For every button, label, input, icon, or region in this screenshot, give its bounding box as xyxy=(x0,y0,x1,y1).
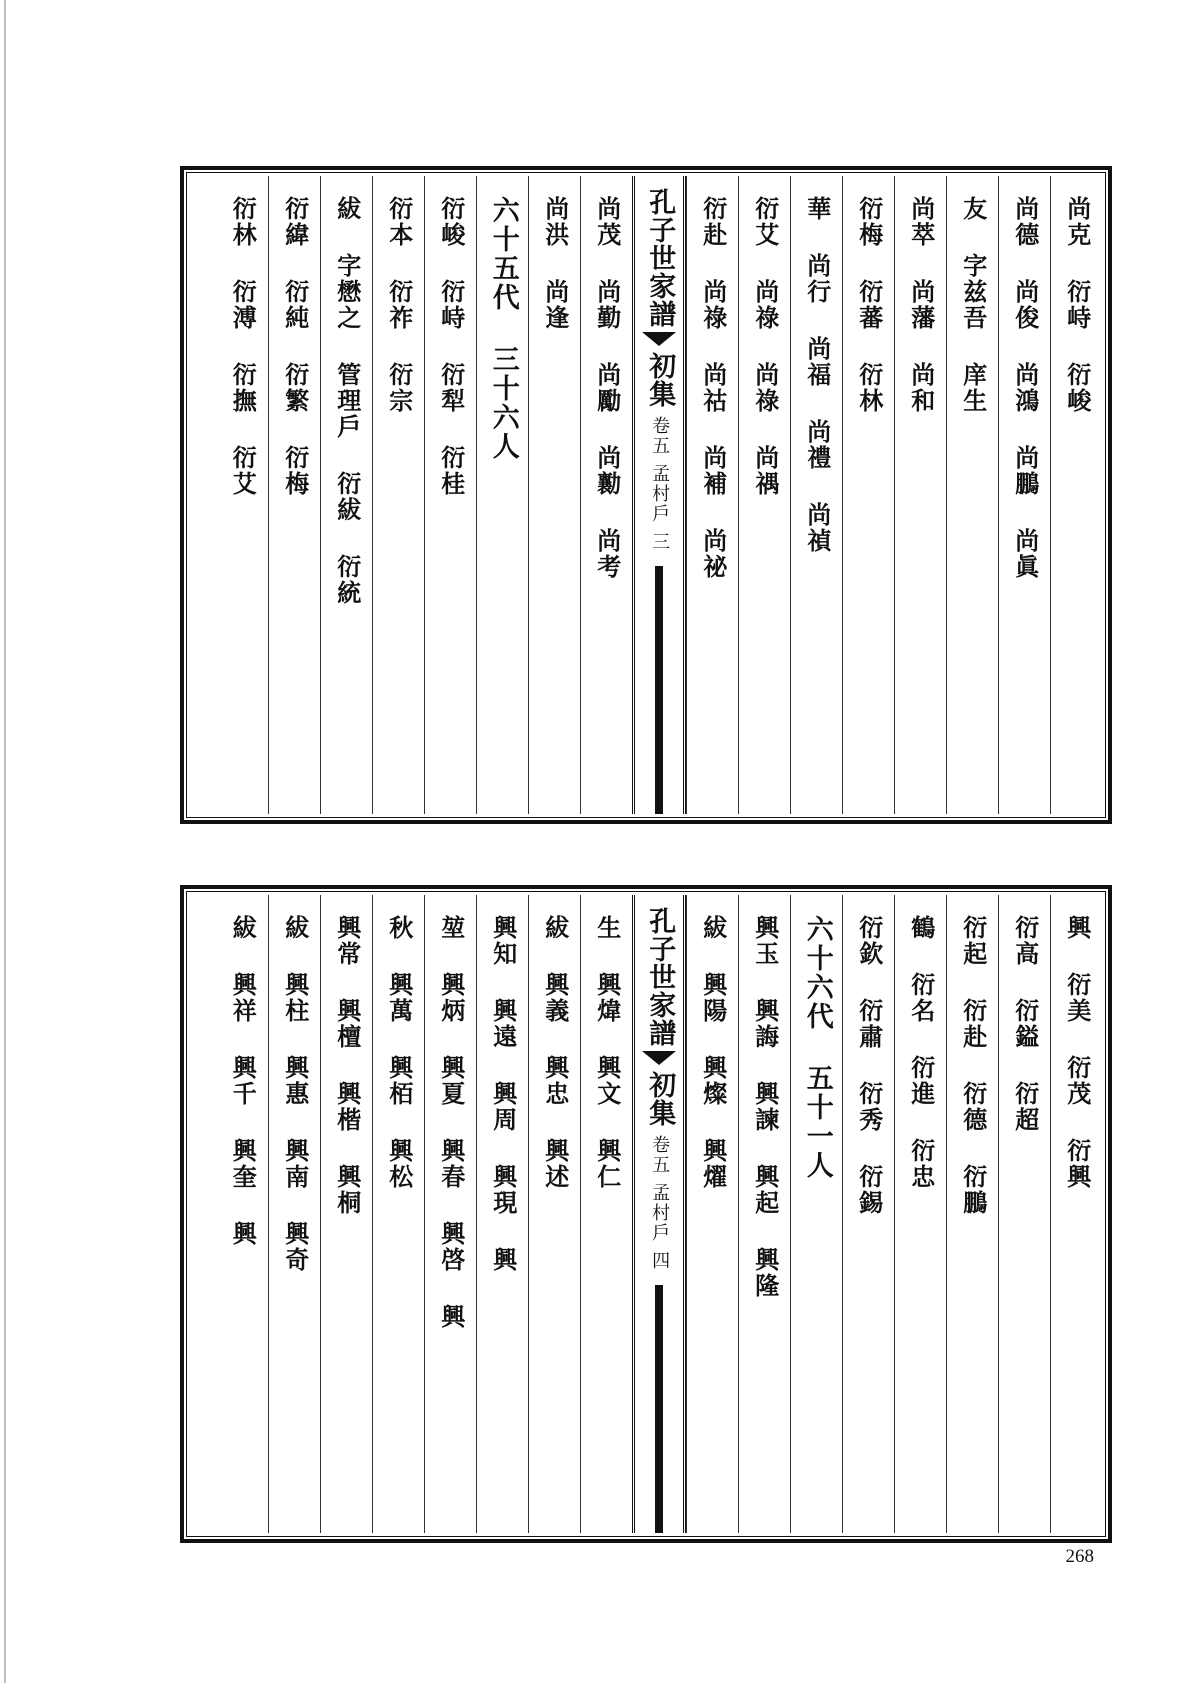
text-column: 紱 興祥 興千 興奎 興 xyxy=(228,915,258,1247)
text-column: 衍林 衍溥 衍撫 衍艾 xyxy=(228,196,258,497)
text-column: 衍峻 衍峙 衍犁 衍桂 xyxy=(424,176,476,814)
text-column: 生 興煒 興文 興仁 xyxy=(580,895,632,1533)
text-column: 紱 興柱 興惠 興南 興奇 xyxy=(268,895,320,1533)
text-column: 衍本 衍祚 衍宗 xyxy=(372,176,424,814)
generation-header: 六十五代 三十六人 xyxy=(476,176,528,814)
fold-bar xyxy=(655,1285,663,1533)
text-column: 衍欽 衍肅 衍秀 衍錫 xyxy=(842,895,894,1533)
text-column: 衍赴 尚祿 尚祜 尚補 尚祕 xyxy=(686,176,738,814)
genealogy-page-lower xyxy=(180,885,1112,1543)
text-column: 衍起 衍赴 衍德 衍鵬 xyxy=(946,895,998,1533)
text-column: 興知 興遠 興周 興現 興 xyxy=(476,895,528,1533)
book-title: 孔子世家譜 xyxy=(644,188,676,328)
text-column: 衍緯 衍純 衍繁 衍梅 xyxy=(268,176,320,814)
center-fold-column xyxy=(632,176,686,814)
text-column: 衍艾 尚祿 尚祿 尚禑 xyxy=(738,176,790,814)
book-printer: 孟村戶 xyxy=(649,464,671,524)
book-volume: 卷五 xyxy=(649,1135,671,1175)
book-series: 初集 xyxy=(644,1071,676,1127)
center-fold-column xyxy=(632,895,686,1533)
fold-bar xyxy=(655,566,663,814)
book-title: 孔子世家譜 xyxy=(644,907,676,1047)
text-column: 秋 興萬 興栢 興松 xyxy=(372,895,424,1533)
text-column: 紱 興陽 興燦 興燿 xyxy=(686,895,738,1533)
text-column: 尚萃 尚藩 尚和 xyxy=(894,176,946,814)
text-column: 尚克 衍峙 衍峻 xyxy=(1050,176,1102,814)
text-column: 尚茂 尚勤 尚勵 尚勷 尚考 xyxy=(580,176,632,814)
scan-edge-line xyxy=(4,0,6,1683)
text-column: 衍梅 衍蕃 衍林 xyxy=(842,176,894,814)
text-column: 華 尚行 尚福 尚禮 尚禎 xyxy=(790,176,842,814)
fish-tail-icon xyxy=(642,1051,676,1065)
page-number: 268 xyxy=(1065,1546,1094,1567)
fish-tail-icon xyxy=(642,332,676,346)
generation-header: 六十六代 五十一人 xyxy=(790,895,842,1533)
text-column: 興常 興檀 興楷 興桐 xyxy=(320,895,372,1533)
text-column: 友 字兹吾 庠生 xyxy=(946,176,998,814)
text-column: 興 衍美 衍茂 衍興 xyxy=(1050,895,1102,1533)
folio-number: 三 xyxy=(649,532,671,552)
text-column: 尚德 尚俊 尚鴻 尚鵬 尚眞 xyxy=(998,176,1050,814)
folio-number: 四 xyxy=(649,1251,671,1271)
text-column: 興玉 興誨 興諫 興起 興隆 xyxy=(738,895,790,1533)
text-column: 尚洪 尚逢 xyxy=(528,176,580,814)
book-series: 初集 xyxy=(644,352,676,408)
genealogy-page-upper xyxy=(180,166,1112,824)
text-column: 鶴 衍名 衍進 衍忠 xyxy=(894,895,946,1533)
book-volume: 卷五 xyxy=(649,416,671,456)
text-column: 衍高 衍鎰 衍超 xyxy=(998,895,1050,1533)
text-column: 紱 興義 興忠 興述 xyxy=(528,895,580,1533)
text-column: 紱 字懋之 管理戶 衍紱 衍統 xyxy=(320,176,372,814)
text-column: 堃 興炳 興夏 興春 興啓 興 xyxy=(424,895,476,1533)
book-printer: 孟村戶 xyxy=(649,1183,671,1243)
